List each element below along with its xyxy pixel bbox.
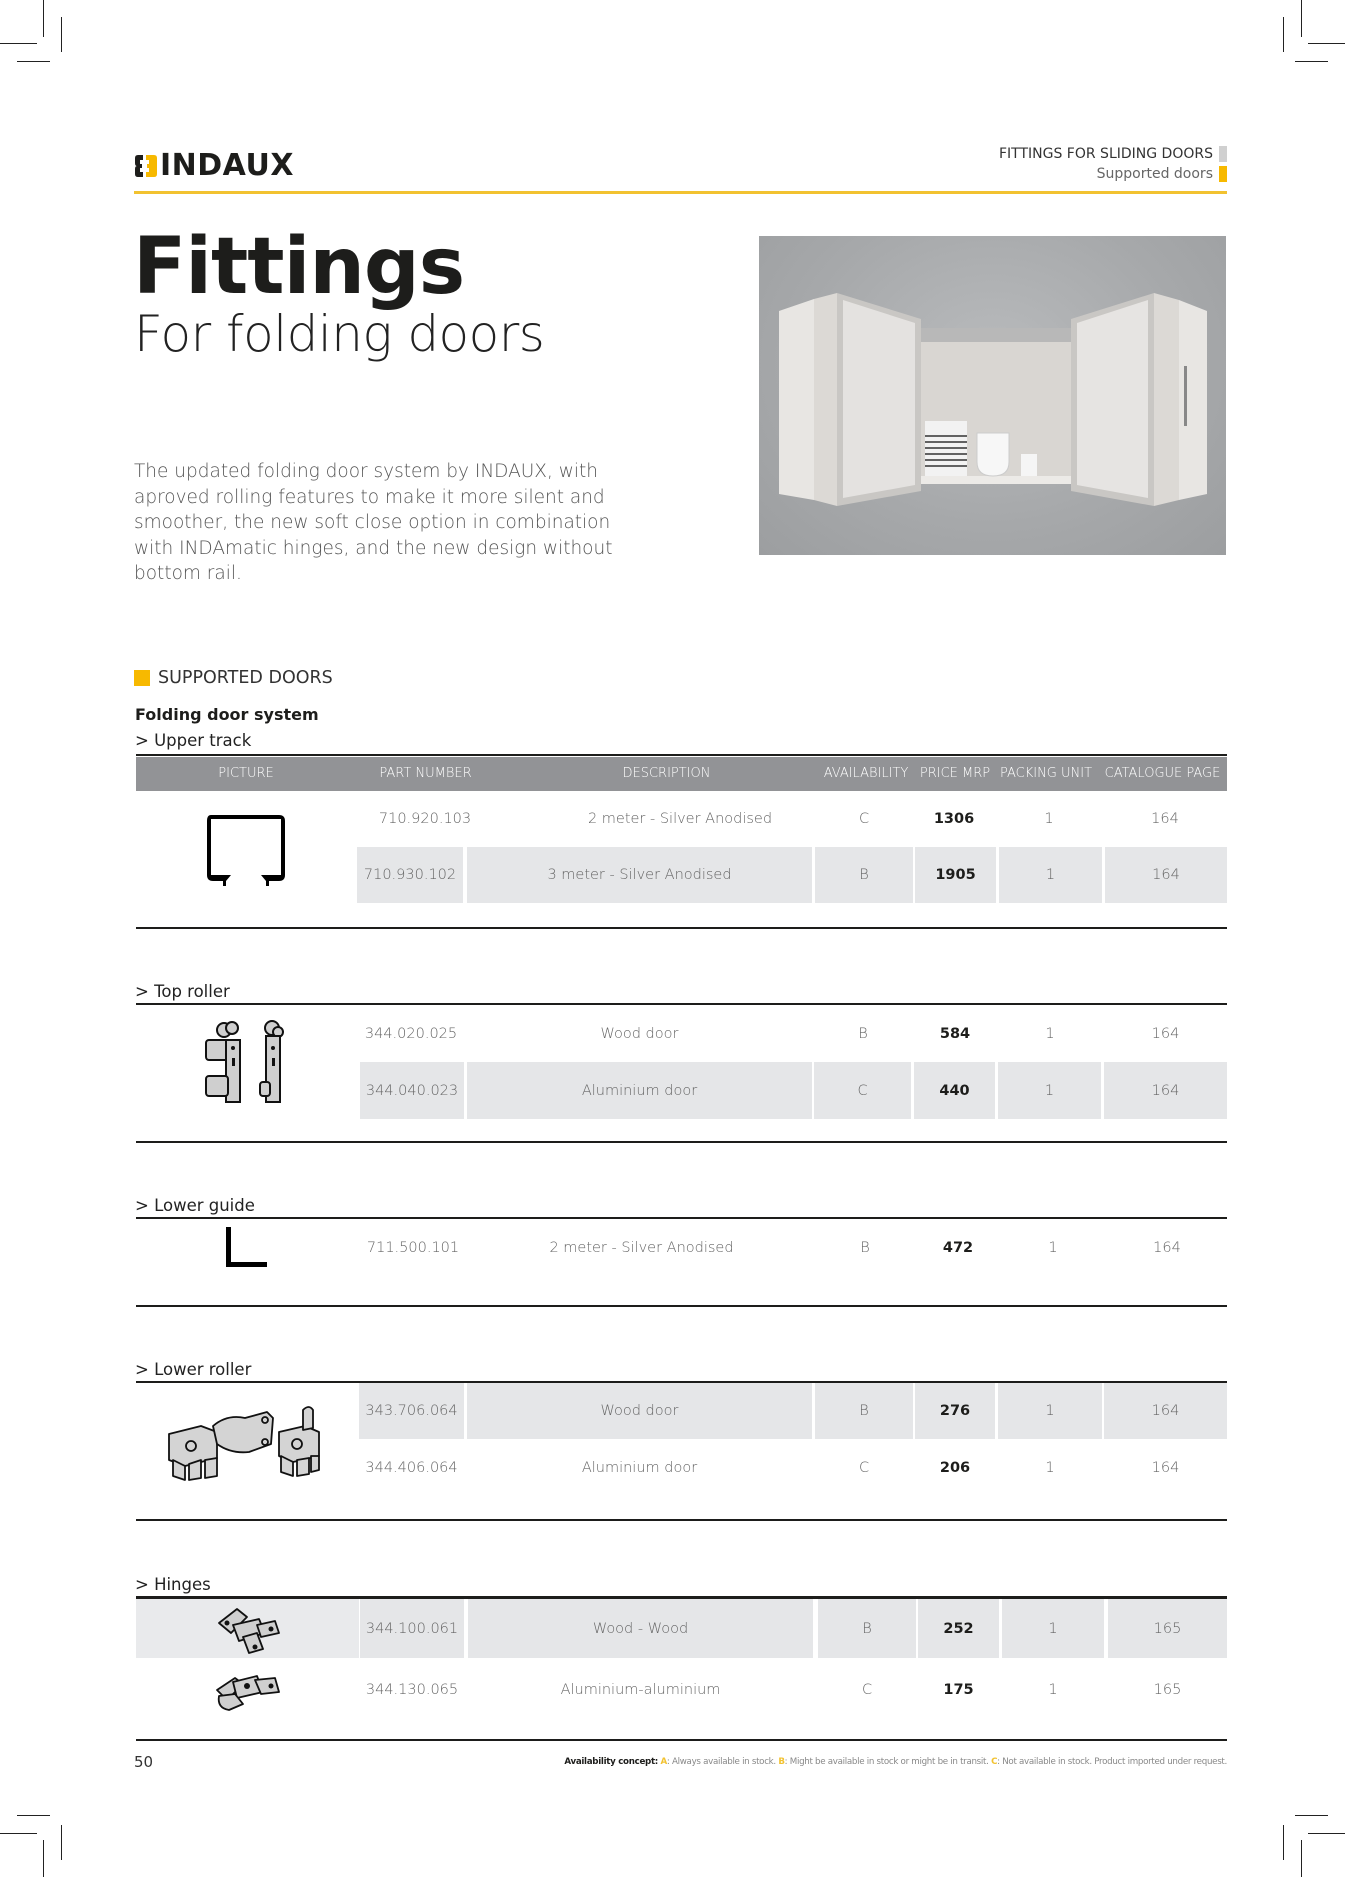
table-row (136, 1062, 1227, 1119)
col-packing-unit: PACKING UNIT (999, 766, 1093, 781)
group-label-upper-track: > Upper track (135, 731, 252, 750)
part-number: 344.020.025 (364, 1025, 458, 1042)
part-number: 710.930.102 (357, 847, 463, 903)
description: 3 meter - Silver Anodised (467, 847, 812, 903)
availability: C (814, 1062, 911, 1119)
catalogue-page: 165 (1108, 1599, 1227, 1658)
description: Aluminium door (467, 1062, 812, 1119)
table-row (136, 1440, 1227, 1496)
availability-text-c: : Not available in stock. Product imported under request. (997, 1757, 1227, 1767)
page-number: 50 (134, 1753, 154, 1771)
availability: B (815, 1383, 913, 1439)
brand-logo (134, 148, 294, 183)
catalogue-page: 165 (1153, 1682, 1182, 1698)
availability-label: Availability concept: (564, 1757, 658, 1767)
hinge-picture-cell (136, 1599, 359, 1658)
price: 252 (918, 1599, 999, 1658)
intro-paragraph: The updated folding door system by INDAUX, with aproved rolling features to make it more silent and smoother, the new soft close option in combination with INDAmatic hinges, and the new design without bottom rail. (134, 461, 613, 584)
catalogue-page: 164 (1153, 1240, 1181, 1256)
part-number: 710.920.103 (378, 811, 472, 827)
availability: B (858, 1025, 868, 1042)
table-row (136, 1220, 1227, 1276)
packing-unit: 1 (1048, 1240, 1058, 1256)
hinge-picture-cell (136, 1660, 359, 1720)
availability-key-c: C (991, 1757, 998, 1767)
group-label-hinges: > Hinges (135, 1575, 211, 1594)
availability-text-a: : Always available in stock. (666, 1757, 776, 1767)
plates-stack (925, 421, 967, 476)
yellow-marker (1219, 166, 1227, 182)
group-label-lower-guide: > Lower guide (135, 1196, 255, 1215)
availability: B (860, 1240, 870, 1256)
packing-unit: 1 (1044, 811, 1054, 827)
hinge-icon (213, 1603, 283, 1655)
col-catalogue-page: CATALOGUE PAGE (1104, 766, 1221, 781)
footer-rule (136, 1739, 1227, 1741)
packing-unit: 1 (1048, 1682, 1058, 1698)
packing-unit: 1 (999, 847, 1102, 903)
availability: C (861, 1682, 873, 1698)
price: 1905 (915, 847, 996, 903)
table-row (136, 847, 1227, 903)
col-availability: AVAILABILITY (823, 766, 909, 781)
table-header (136, 757, 1227, 791)
catalogue-page: 164 (1104, 1383, 1227, 1439)
packing-unit: 1 (1045, 1025, 1055, 1042)
price: 1306 (933, 811, 975, 827)
hinge-aluminium-icon (213, 1664, 283, 1716)
header-rule (134, 191, 1227, 194)
availability-text-b: : Might be available in stock or might be in transit. (784, 1757, 989, 1767)
grey-marker (1219, 146, 1227, 162)
catalogue-page: 164 (1105, 847, 1227, 903)
table-row (136, 792, 1227, 846)
price: 584 (939, 1025, 971, 1042)
subsection-label: Supported doors (1096, 166, 1213, 182)
table-row (136, 1006, 1227, 1061)
col-price: PRICE MRP (919, 766, 991, 781)
part-number: 344.100.061 (360, 1599, 464, 1658)
price: 472 (942, 1240, 974, 1256)
catalogue-page: 164 (1151, 1025, 1180, 1042)
availability-legend (564, 1757, 1227, 1767)
col-part-number: PART NUMBER (379, 766, 472, 781)
description: Aluminium door (581, 1460, 698, 1476)
price: 175 (943, 1682, 974, 1698)
price: 276 (915, 1383, 995, 1439)
description: 2 meter - Silver Anodised (587, 811, 773, 827)
part-number: 344.406.064 (365, 1460, 458, 1476)
group-rule (136, 1003, 1227, 1005)
packing-unit: 1 (998, 1062, 1101, 1119)
description: Aluminium-aluminium (560, 1682, 721, 1698)
availability: C (858, 811, 870, 827)
packing-unit: 1 (998, 1383, 1102, 1439)
table-row (136, 1383, 1227, 1439)
description: Wood door (600, 1025, 679, 1042)
availability: C (858, 1460, 870, 1476)
table-row (136, 1660, 1227, 1720)
group-rule (136, 1217, 1227, 1219)
packing-unit: 1 (1045, 1460, 1055, 1476)
brand-name: INDAUX (160, 148, 294, 183)
description: Wood door (467, 1383, 812, 1439)
availability-key-a: A (660, 1757, 667, 1767)
availability: B (815, 847, 913, 903)
part-number: 344.040.023 (360, 1062, 464, 1119)
catalogue-page: 164 (1151, 1460, 1180, 1476)
page-subtitle: For folding doors (134, 305, 545, 363)
group-label-lower-roller: > Lower roller (135, 1360, 252, 1379)
group-bottom-rule (136, 927, 1227, 929)
group-bottom-rule (136, 1141, 1227, 1143)
group-bottom-rule (136, 1519, 1227, 1521)
part-number: 711.500.101 (366, 1240, 460, 1256)
description: Wood - Wood (468, 1599, 813, 1658)
availability-key-b: B (778, 1757, 785, 1767)
group-bottom-rule (136, 1305, 1227, 1307)
group-rule (136, 754, 1227, 756)
price: 440 (914, 1062, 995, 1119)
section-breadcrumb (999, 144, 1227, 184)
section-title (134, 668, 333, 688)
hero-photo-folding-cabinet (759, 236, 1226, 555)
part-number: 343.706.064 (359, 1383, 464, 1439)
col-picture: PICTURE (218, 766, 274, 781)
packing-unit: 1 (1002, 1599, 1104, 1658)
catalogue-page: 164 (1104, 1062, 1227, 1119)
section-marker (134, 670, 150, 686)
table-row (136, 1599, 1227, 1658)
col-description: DESCRIPTION (622, 766, 711, 781)
availability: B (818, 1599, 916, 1658)
price: 206 (939, 1460, 971, 1476)
section-title-text: SUPPORTED DOORS (158, 668, 333, 688)
page-title: Fittings (133, 222, 465, 312)
part-number: 344.130.065 (365, 1682, 459, 1698)
system-title: Folding door system (135, 705, 319, 724)
description: 2 meter - Silver Anodised (549, 1240, 734, 1256)
section-label: FITTINGS FOR SLIDING DOORS (998, 146, 1213, 162)
catalogue-page: 164 (1151, 811, 1179, 827)
group-label-top-roller: > Top roller (135, 982, 230, 1001)
logo-mark-icon (134, 153, 158, 179)
